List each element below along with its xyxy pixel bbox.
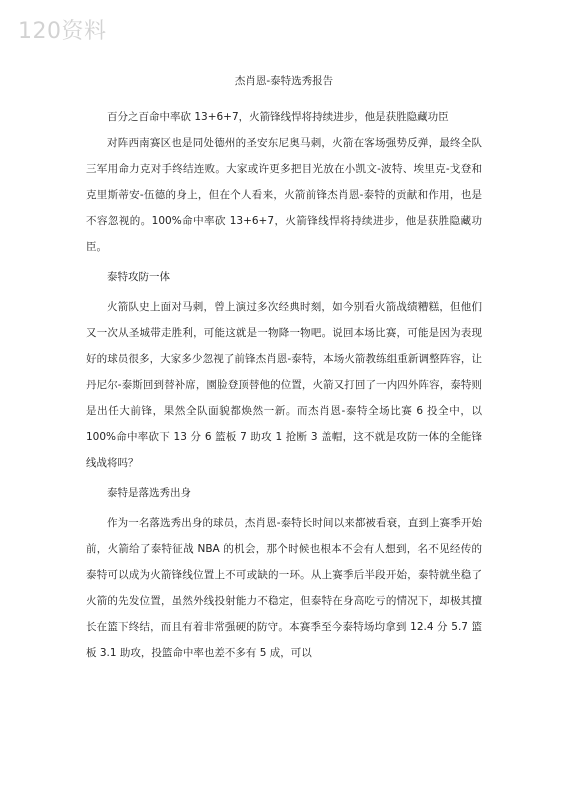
section-heading-undrafted: 泰特是落选秀出身 [107, 487, 191, 499]
document-title: 杰肖恩-泰特选秀报告 [234, 75, 334, 87]
document-subtitle: 百分之百命中率砍 13+6+7，火箭锋线悍将持续进步，他是获胜隐藏功臣 [107, 111, 449, 123]
watermark: 120资料 [18, 19, 107, 44]
section-body-undrafted: 作为一名落选秀出身的球员，杰肖恩-泰特长时间以来都被看衰，直到上赛季开始前，火箭给了泰特征战 NBA 的机会，那个时候也根本不会有人想到，名不见经传的泰特可以成为火箭锋线位置上不可或缺的一环。从上赛季后半段开始，泰特就坐稳了火箭的先发位置，虽然外线投射能力不稳定，但泰特在身高吃亏的情况下，却极其擅长在篮下终结，而且有着非常强硬的防守。本赛季至今泰特场均拿到 12.4 分 5.7 篮板 3.1 助攻，投篮命中率也差不多有 5 成，可以 [86, 517, 482, 659]
section-body-attack-defense: 火箭队史上面对马刺，曾上演过多次经典时刻，如今别看火箭战绩糟糕，但他们又一次从圣城带走胜利，可能这就是一物降一物吧。说回本场比赛，可能是因为表现好的球员很多，大家多少忽视了前锋杰肖恩-泰特，本场火箭教练组重新调整阵容，让丹尼尔-泰斯回到替补席，園脸登顶替他的位置，火箭又打回了一内四外阵容，泰特则是出任大前锋，果然全队面貌都焕然一新。而杰肖恩-泰特全场比赛 6 投全中，以 100%命中率砍下 13 分 6 篮板 7 助攻 1 抢断 3 盖帽，这不就是攻防一体的全能锋线战将吗？ [86, 301, 482, 469]
section-heading-attack-defense: 泰特攻防一体 [107, 271, 170, 283]
intro-paragraph: 对阵西南赛区也是同处德州的圣安东尼奥马刺，火箭在客场强势反弹，最终全队三军用命力克对手终结连败。大家或许更多把目光放在小凯文-波特、埃里克-戈登和克里斯蒂安-伍德的身上，但在个人看来，火箭前锋杰肖恩-泰特的贡献和作用，也是不容忽视的。100%命中率砍 13+6+7，火箭锋线悍将持续进步，他是获胜隐藏功臣。 [86, 137, 482, 253]
document-body [86, 74, 482, 666]
